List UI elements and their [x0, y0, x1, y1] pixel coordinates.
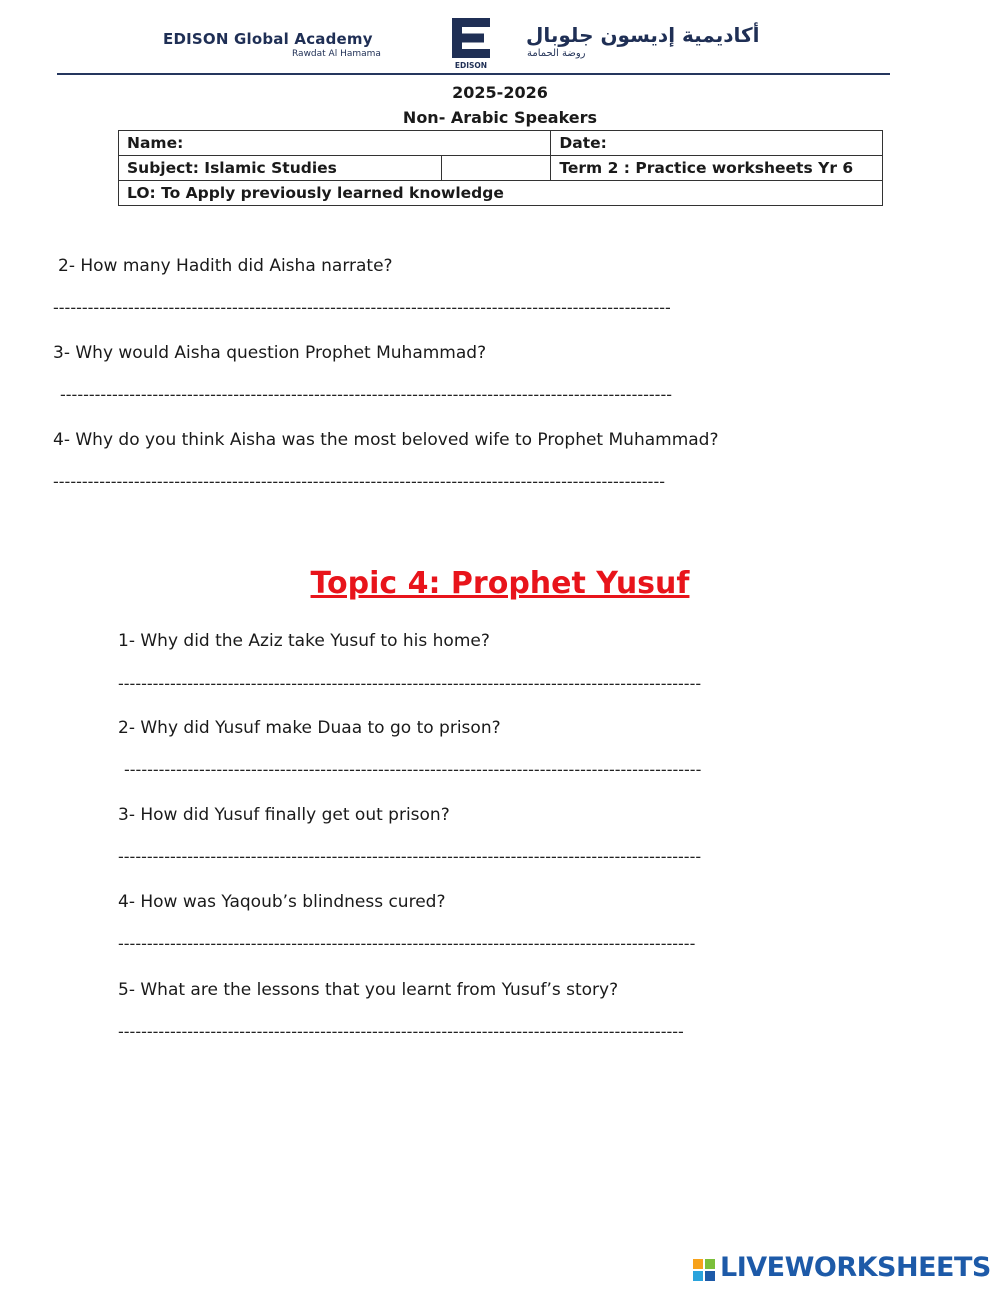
table-row [119, 131, 883, 156]
table-row [119, 156, 883, 181]
date-field[interactable]: Date: [551, 131, 883, 156]
name-field[interactable]: Name: [119, 131, 551, 156]
logo-word: EDISON [454, 61, 488, 70]
answer-line[interactable]: ---------------------------------------------------------------------------------------------------------- [60, 385, 672, 404]
answer-line[interactable]: ---------------------------------------------------------------------------------------------------------- [53, 472, 665, 491]
question-aisha-4: 4- Why do you think Aisha was the most beloved wife to Prophet Muhammad? [53, 430, 719, 450]
answer-line[interactable]: ----------------------------------------------------------------------------------------------------------- [53, 298, 671, 317]
question-yusuf-4: 4- How was Yaqoub’s blindness cured? [118, 892, 446, 912]
empty-cell [441, 156, 551, 181]
header-divider [57, 73, 890, 75]
answer-line[interactable]: ----------------------------------------------------------------------------------------------------- [118, 674, 702, 693]
term-cell: Term 2 : Practice worksheets Yr 6 [551, 156, 883, 181]
answer-line[interactable]: ---------------------------------------------------------------------------------------------------- [118, 934, 696, 953]
answer-line[interactable]: ----------------------------------------------------------------------------------------------------- [118, 847, 702, 866]
subject-cell: Subject: Islamic Studies [119, 156, 442, 181]
topic-title: Topic 4: Prophet Yusuf [310, 566, 690, 601]
school-name-arabic: أكاديمية إديسون جلوبال [526, 23, 760, 47]
question-yusuf-3: 3- How did Yusuf finally get out prison? [118, 805, 450, 825]
audience-label: Non- Arabic Speakers [402, 108, 598, 127]
learning-objective-cell: LO: To Apply previously learned knowledge [119, 181, 883, 206]
academic-year: 2025-2026 [452, 83, 548, 102]
campus-name-arabic: روضة الحمامة [527, 48, 586, 59]
answer-line[interactable]: ---------------------------------------------------------------------------------------------------- [124, 760, 702, 779]
answer-line[interactable]: -------------------------------------------------------------------------------------------------- [118, 1022, 684, 1041]
school-name-english: EDISON Global Academy [163, 30, 373, 48]
student-info-table [118, 130, 883, 206]
liveworksheets-logo-icon [693, 1259, 715, 1281]
table-row [119, 181, 883, 206]
question-yusuf-5: 5- What are the lessons that you learnt from Yusuf’s story? [118, 980, 619, 1000]
liveworksheets-brand[interactable]: LIVEWORKSHEETS [720, 1252, 991, 1283]
question-yusuf-1: 1- Why did the Aziz take Yusuf to his home? [118, 631, 490, 651]
edison-logo-icon [448, 18, 494, 70]
question-aisha-2: 2- How many Hadith did Aisha narrate? [58, 256, 393, 276]
question-yusuf-2: 2- Why did Yusuf make Duaa to go to prison? [118, 718, 501, 738]
question-aisha-3: 3- Why would Aisha question Prophet Muhammad? [53, 343, 487, 363]
campus-name-english: Rawdat Al Hamama [292, 49, 381, 59]
